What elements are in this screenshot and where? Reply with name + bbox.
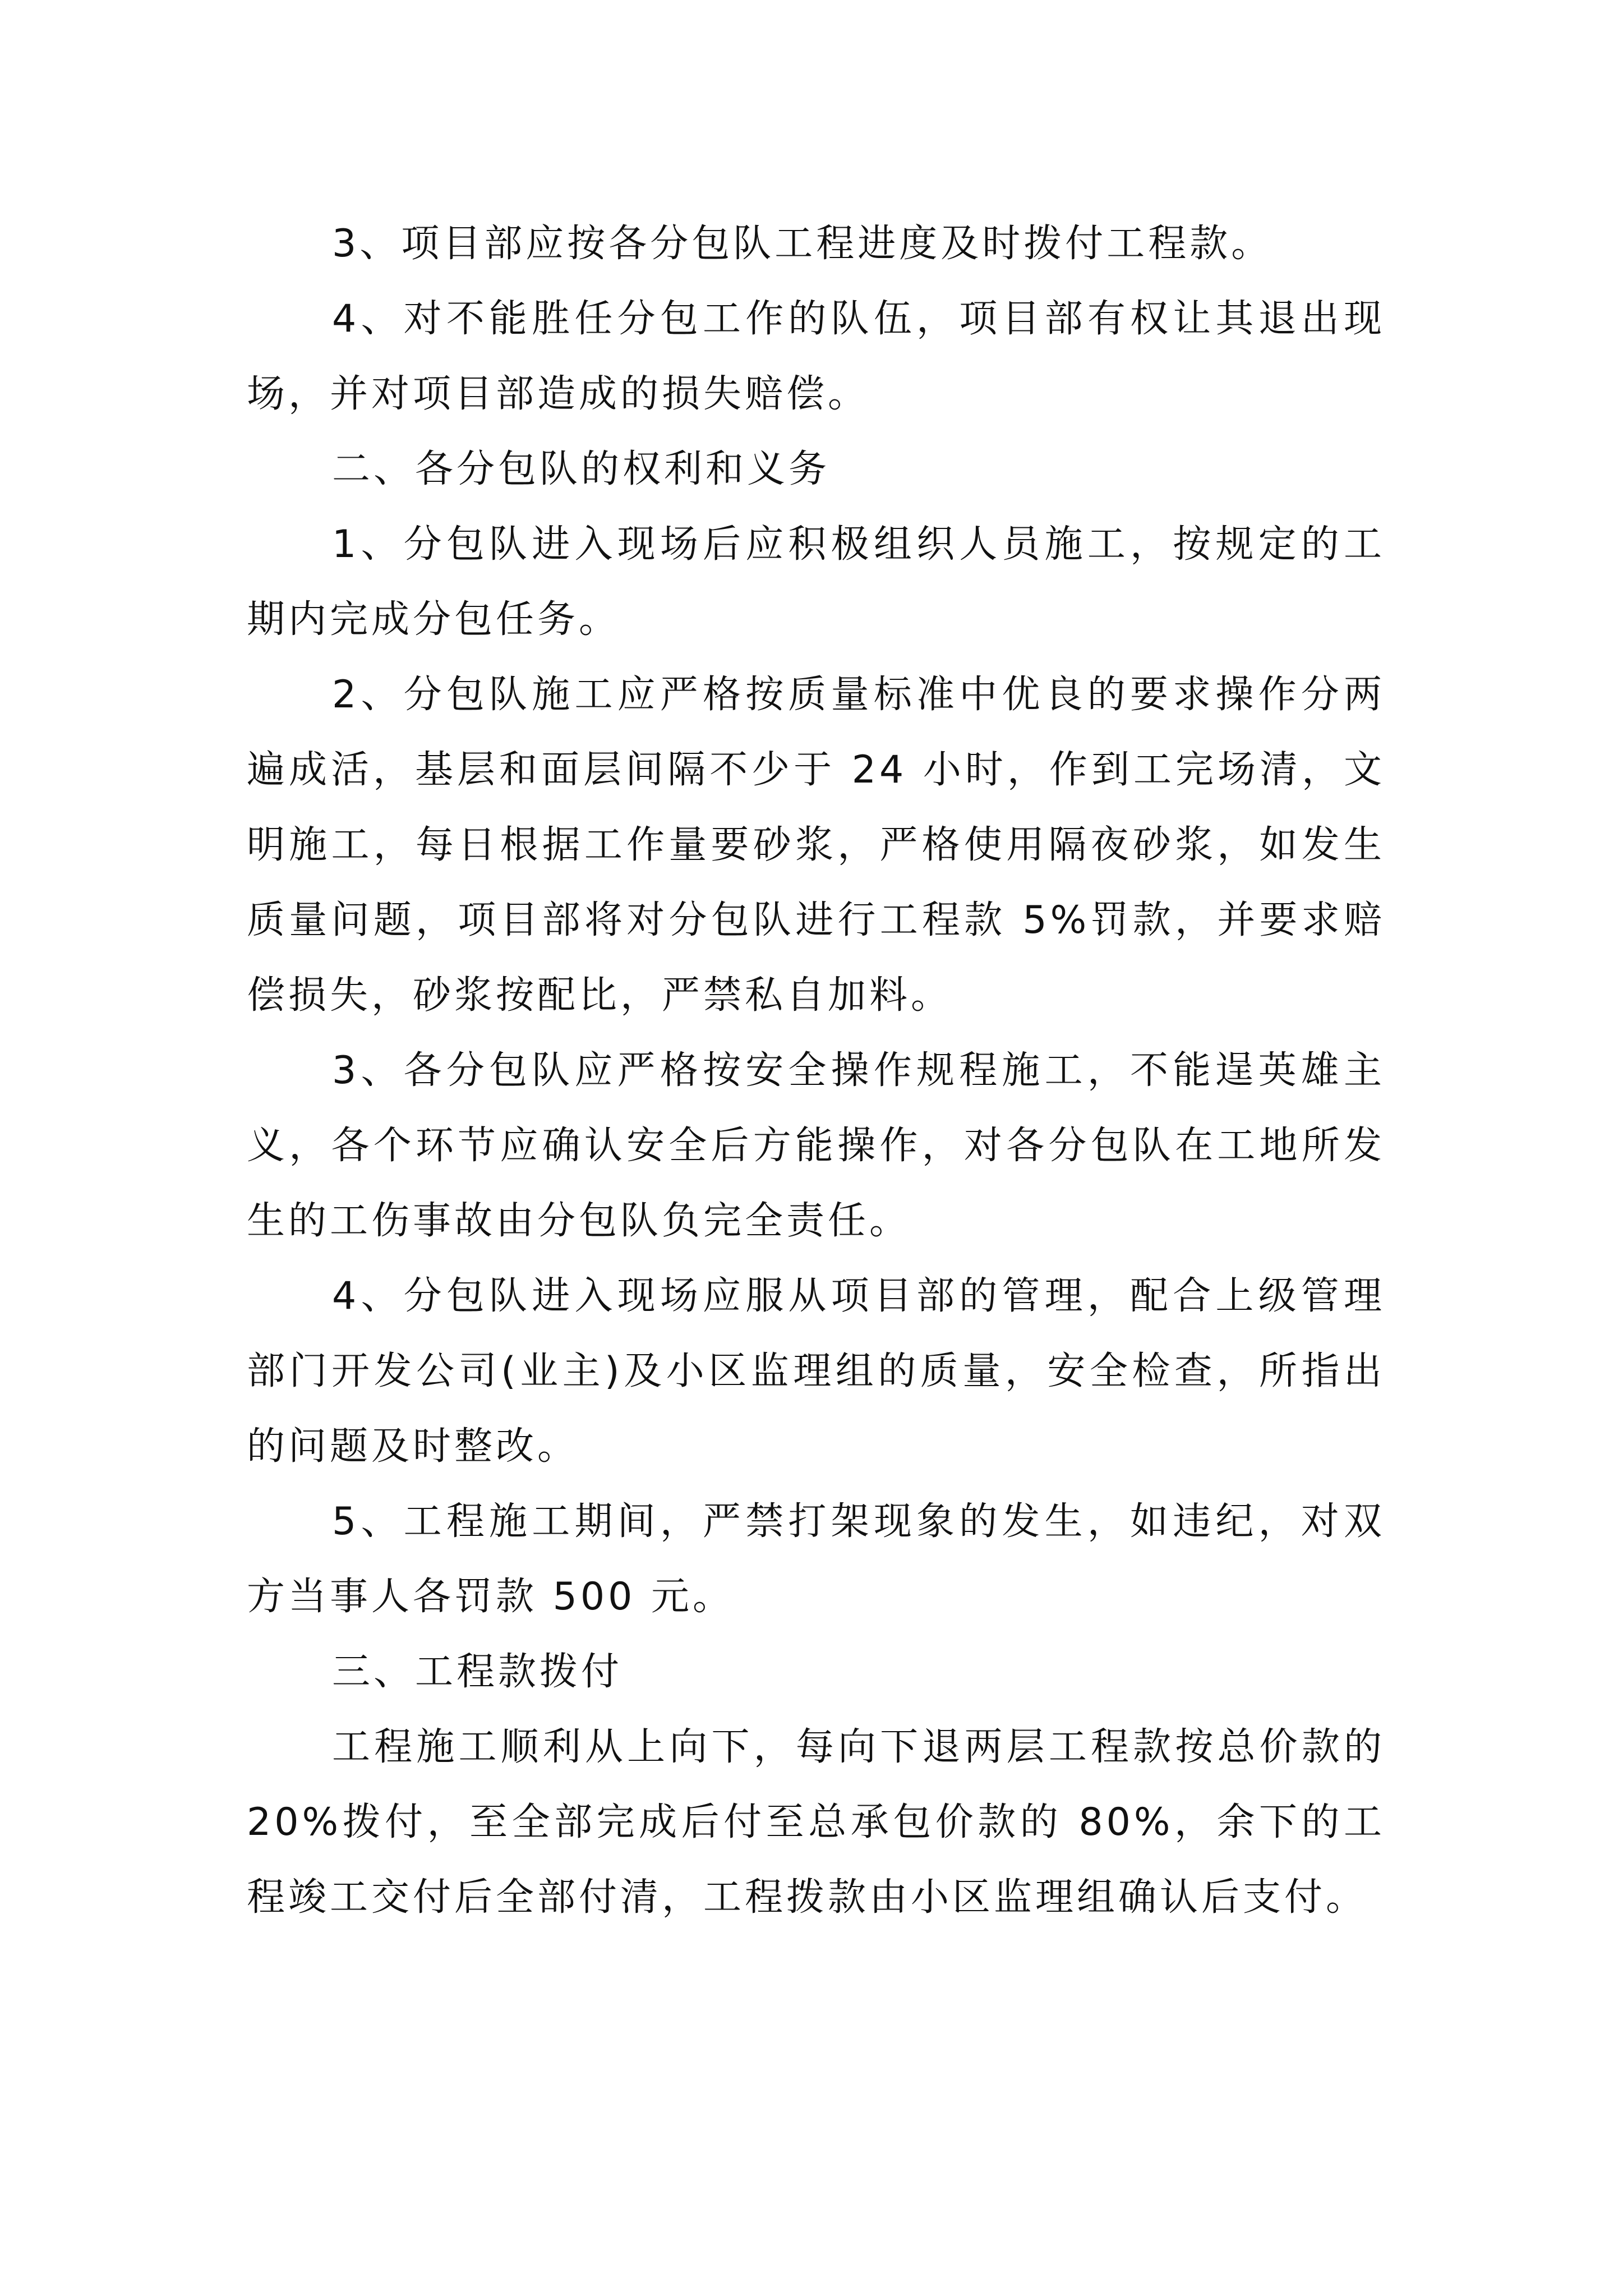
paragraph-payment-terms: 工程施工顺利从上向下，每向下退两层工程款按总价款的 20%拨付，至全部完成后付至总承包价款的 80%，余下的工程竣工交付后全部付清，工程拨款由小区监理组确认后支付。 xyxy=(247,1725,1385,1920)
section-heading-payment: 三、工程款拨付 xyxy=(332,1650,623,1694)
paragraph-subcontractor-quality: 2、分包队施工应严格按质量标准中优良的要求操作分两遍成活，基层和面层间隔不少于 24 小时，作到工完场清，文明施工，每日根据工作量要砂浆，严格使用隔夜砂浆，如发生质量问题，项目部将对分包队进行工程款 5%罚款，并要求赔偿损失，砂浆按配比，严禁私自加料。 xyxy=(247,673,1385,1018)
section-heading-subcontractor-rights: 二、各分包队的权利和义务 xyxy=(332,447,831,491)
paragraph-contractor-payment: 3、项目部应按各分包队工程进度及时拨付工程款。 xyxy=(332,222,1273,266)
paragraph-subcontractor-management: 4、分包队进入现场应服从项目部的管理，配合上级管理部门开发公司(业主)及小区监理组的质量，安全检查，所指出的问题及时整改。 xyxy=(247,1274,1385,1469)
paragraph-fight-penalty: 5、工程施工期间，严禁打架现象的发生，如违纪，对双方当事人各罚款 500 元。 xyxy=(247,1499,1385,1619)
paragraph-contractor-removal: 4、对不能胜任分包工作的队伍，项目部有权让其退出现场，并对项目部造成的损失赔偿。 xyxy=(247,297,1385,416)
paragraph-subcontractor-safety: 3、各分包队应严格按安全操作规程施工，不能逞英雄主义，各个环节应确认安全后方能操作，对各分包队在工地所发生的工伤事故由分包队负完全责任。 xyxy=(247,1048,1385,1243)
paragraph-subcontractor-schedule: 1、分包队进入现场后应积极组织人员施工，按规定的工期内完成分包任务。 xyxy=(247,522,1385,642)
document-body xyxy=(247,206,1385,1935)
